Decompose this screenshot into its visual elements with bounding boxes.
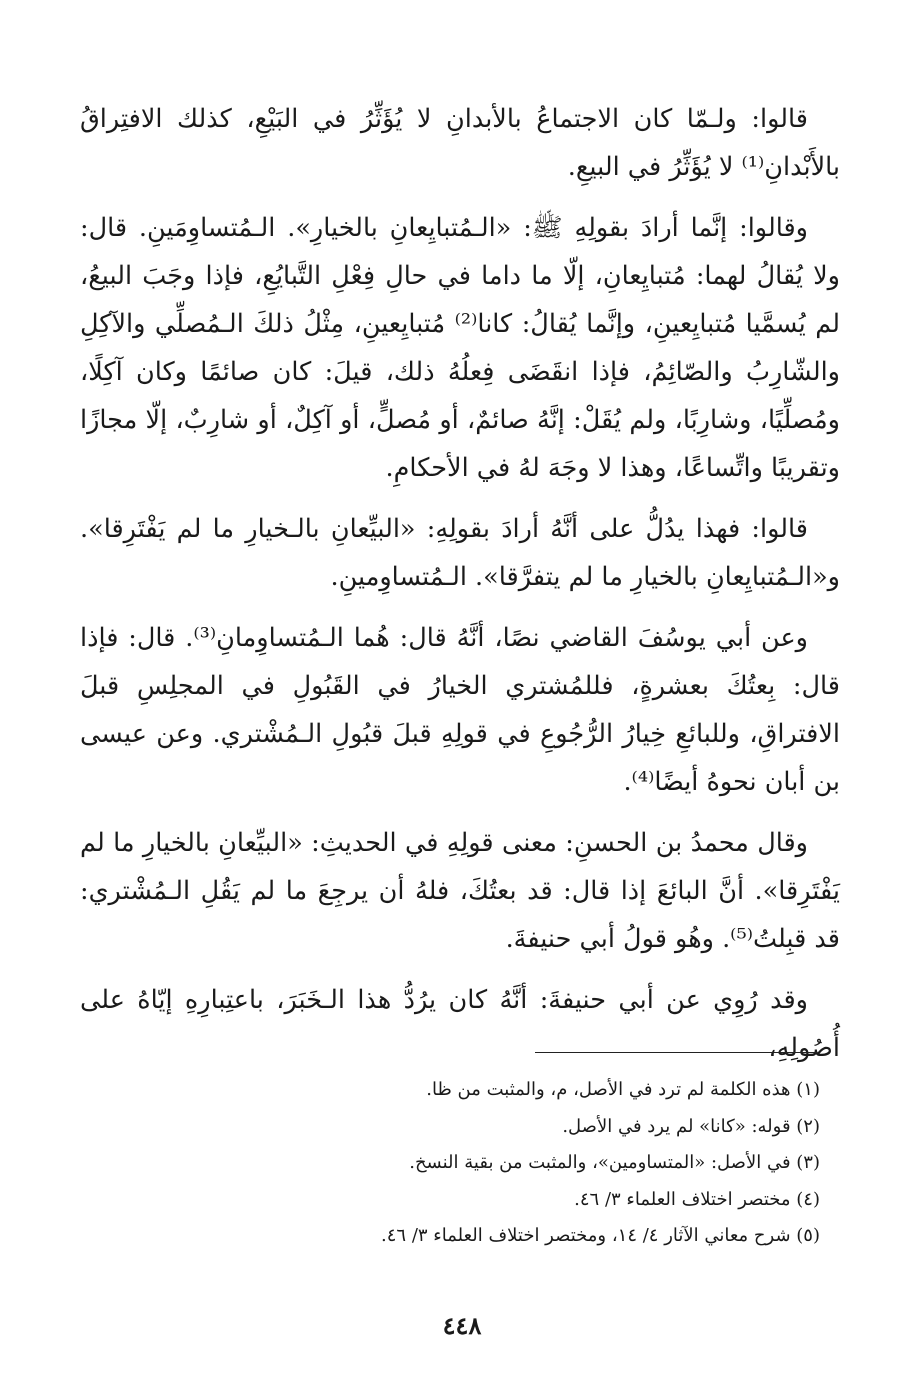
paragraph-4: وعن أبي يوسُفَ القاضي نصًا، أنَّهُ قال: هُما الـمُتساوِمانِ⁽³⁾. قال: فإذا قال: بِعتُكَ بعشرةٍ، فللمُشتري الخيارُ في القَبُولِ في المجلِسِ قبلَ الافتراقِ، وللبائعِ خِيارُ الرُّجُوعِ في قولِهِ قبلَ قبُولِ الـمُشْتري. وعن عيسى بن أبان نحوهُ أيضًا⁽⁴⁾. [80, 623, 840, 797]
footnote-4: (٤) مختصر اختلاف العلماء ٣/ ٤٦. [574, 1188, 820, 1210]
paragraph-6: وقد رُوِي عن أبي حنيفةَ: أنَّهُ كان يرُدُّ هذا الـخَبَرَ، باعتِبارِهِ إيّاهُ على أُصُولِهِ، [80, 985, 840, 1063]
paragraph-5: وقال محمدُ بن الحسنِ: معنى قولِهِ في الحديثِ: «البيِّعانِ بالخيارِ ما لم يَفْتَرِقا». أنَّ البائعَ إذا قال: قد بعتُكَ، فلهُ أن يرجِعَ ما لم يَقُلِ الـمُشْتري: قد قبِلتُ⁽⁵⁾. وهُو قولُ أبي حنيفةَ. [80, 828, 840, 954]
footnote-3: (٣) في الأصل: «المتساومين»، والمثبت من بقية النسخ. [409, 1152, 820, 1173]
main-text [80, 95, 840, 1085]
paragraph-2: وقالوا: إنَّما أرادَ بقولِهِ ﷺ: «الـمُتبايِعانِ بالخيارِ». الـمُتساوِمَينِ. قال: ولا يُقالُ لهما: مُتبايِعانِ، إلّا ما داما في حالِ فِعْلِ التَّبايُعِ، فإذا وجَبَ البيعُ، لم يُسمَّيا مُتبايِعينِ، وإنَّما يُقالُ: كانا⁽²⁾ مُتبايِعينِ، مِثْلُ ذلكَ الـمُصلِّي والآكِلِ والشّارِبُ والصّائِمُ، فإذا انقَضَى فِعلُهُ ذلك، قيلَ: كان صائمًا وكان آكِلًا، ومُصلِّيًا، وشارِبًا، ولم يُقَلْ: إنَّهُ صائمٌ، أو مُصلٍّ، أو آكِلٌ، أو شارِبٌ، إلّا مجازًا وتقريبًا واتِّساعًا، وهذا لا وجَهَ لهُ في الأحكامِ. [80, 213, 840, 483]
paragraph-1: قالوا: ولـمّا كان الاجتماعُ بالأبدانِ لا يُؤَثِّرُ في البَيْعِ، كذلك الافتِراقُ بالأَبْدانِ⁽¹⁾ لا يُؤَثِّرُ في البيعِ. [80, 104, 840, 182]
paragraph-3: قالوا: فهذا يدُلُّ على أنَّهُ أرادَ بقولِهِ: «البيِّعانِ بالـخيارِ ما لم يَفْتَرِقا». و«الـمُتبايِعانِ بالخيارِ ما لم يتفرَّقا». الـمُتساوِمينِ. [80, 514, 840, 592]
footnote-1: (١) هذه الكلمة لم ترد في الأصل، م، والمثبت من ظا. [426, 1079, 820, 1100]
footnotes [80, 1072, 820, 1255]
footnote-2: (٢) قوله: «كانا» لم يرد في الأصل. [562, 1115, 820, 1137]
footnote-5: (٥) شرح معاني الآثار ٤/ ١٤، ومختصر اختلاف العلماء ٣/ ٤٦. [381, 1225, 820, 1246]
page-number: ٤٤٨ [442, 1311, 482, 1340]
footnote-divider [535, 1052, 817, 1053]
